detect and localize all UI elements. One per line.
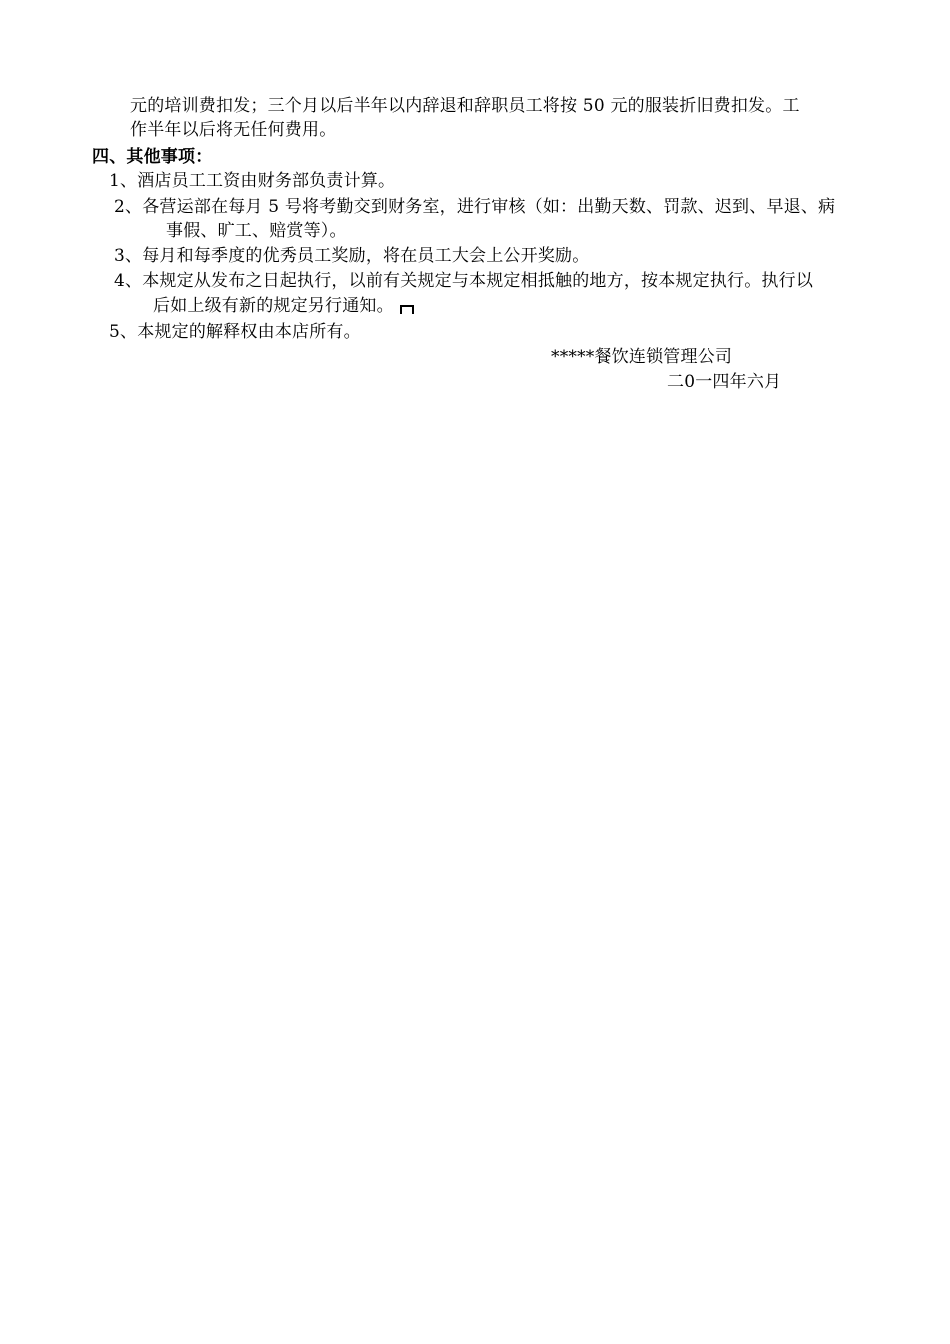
list-item-continuation: 事假、旷工、赔赏等）。: [166, 221, 347, 241]
signature-date: 二0一四年六月: [667, 372, 782, 392]
list-item: 4、本规定从发布之日起执行，以前有关规定与本规定相抵触的地方，按本规定执行。执行以: [114, 271, 814, 291]
paragraph-mark-icon: [400, 305, 414, 315]
list-item: 5、本规定的解释权由本店所有。: [109, 322, 361, 342]
list-item-continuation-text: 后如上级有新的规定另行通知。: [153, 296, 394, 316]
list-item: 1、酒店员工工资由财务部负责计算。: [109, 171, 396, 191]
paragraph-line: 元的培训费扣发；三个月以后半年以内辞退和辞职员工将按 50 元的服装折旧费扣发。工: [130, 96, 800, 116]
signature-company: *****餐饮连锁管理公司: [551, 347, 733, 367]
section-heading: 四、其他事项：: [92, 147, 213, 167]
list-item: 2、各营运部在每月 5 号将考勤交到财务室，进行审核（如：出勤天数、罚款、迟到、早退、病: [114, 197, 836, 217]
list-item: 3、每月和每季度的优秀员工奖励，将在员工大会上公开奖励。: [114, 246, 590, 266]
list-item-continuation: [153, 294, 414, 318]
paragraph-line: 作半年以后将无任何费用。: [130, 120, 337, 140]
